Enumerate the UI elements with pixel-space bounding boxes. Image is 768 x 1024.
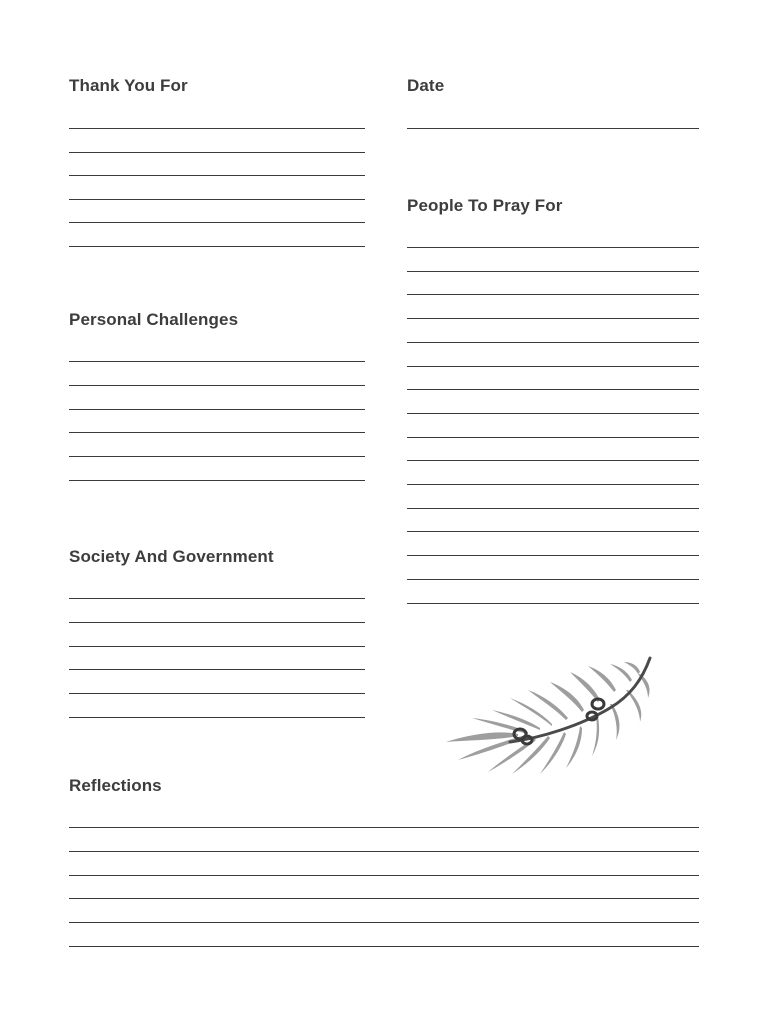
writing-line[interactable]: [69, 827, 699, 828]
date-heading: Date: [407, 76, 445, 95]
personal-challenges-lines[interactable]: [69, 361, 365, 481]
writing-line[interactable]: [407, 603, 699, 604]
writing-line[interactable]: [69, 456, 365, 457]
date-line[interactable]: [407, 128, 699, 129]
writing-line[interactable]: [407, 271, 699, 272]
writing-line[interactable]: [69, 669, 365, 670]
writing-line[interactable]: [407, 342, 699, 343]
writing-line[interactable]: [407, 484, 699, 485]
writing-line[interactable]: [407, 247, 699, 248]
reflections-lines[interactable]: [69, 827, 699, 947]
writing-line[interactable]: [407, 128, 699, 129]
writing-line[interactable]: [407, 389, 699, 390]
writing-line[interactable]: [407, 579, 699, 580]
writing-line[interactable]: [69, 946, 699, 947]
writing-line[interactable]: [69, 175, 365, 176]
writing-line[interactable]: [407, 366, 699, 367]
writing-line[interactable]: [69, 646, 365, 647]
writing-line[interactable]: [69, 361, 365, 362]
writing-line[interactable]: [69, 432, 365, 433]
writing-line[interactable]: [69, 409, 365, 410]
olive-leaves: [446, 662, 650, 774]
society-and-government-heading: Society And Government: [69, 547, 274, 566]
writing-line[interactable]: [69, 152, 365, 153]
writing-line[interactable]: [69, 898, 699, 899]
writing-line[interactable]: [407, 531, 699, 532]
writing-line[interactable]: [69, 128, 365, 129]
people-to-pray-for-heading: People To Pray For: [407, 196, 563, 215]
writing-line[interactable]: [69, 199, 365, 200]
writing-line[interactable]: [69, 851, 699, 852]
people-to-pray-for-lines[interactable]: [407, 247, 699, 604]
writing-line[interactable]: [69, 385, 365, 386]
reflections-heading: Reflections: [69, 776, 162, 795]
writing-line[interactable]: [69, 717, 365, 718]
writing-line[interactable]: [407, 508, 699, 509]
writing-line[interactable]: [69, 875, 699, 876]
writing-line[interactable]: [69, 622, 365, 623]
olive-branch-icon: [440, 650, 660, 780]
writing-line[interactable]: [407, 294, 699, 295]
society-and-government-lines[interactable]: [69, 598, 365, 718]
writing-line[interactable]: [407, 413, 699, 414]
writing-line[interactable]: [69, 598, 365, 599]
writing-line[interactable]: [407, 318, 699, 319]
writing-line[interactable]: [407, 437, 699, 438]
thank-you-heading: Thank You For: [69, 76, 188, 95]
writing-line[interactable]: [407, 460, 699, 461]
writing-line[interactable]: [69, 693, 365, 694]
writing-line[interactable]: [69, 922, 699, 923]
writing-line[interactable]: [69, 246, 365, 247]
writing-line[interactable]: [69, 480, 365, 481]
personal-challenges-heading: Personal Challenges: [69, 310, 239, 329]
writing-line[interactable]: [407, 555, 699, 556]
writing-line[interactable]: [69, 222, 365, 223]
thank-you-lines[interactable]: [69, 128, 365, 247]
